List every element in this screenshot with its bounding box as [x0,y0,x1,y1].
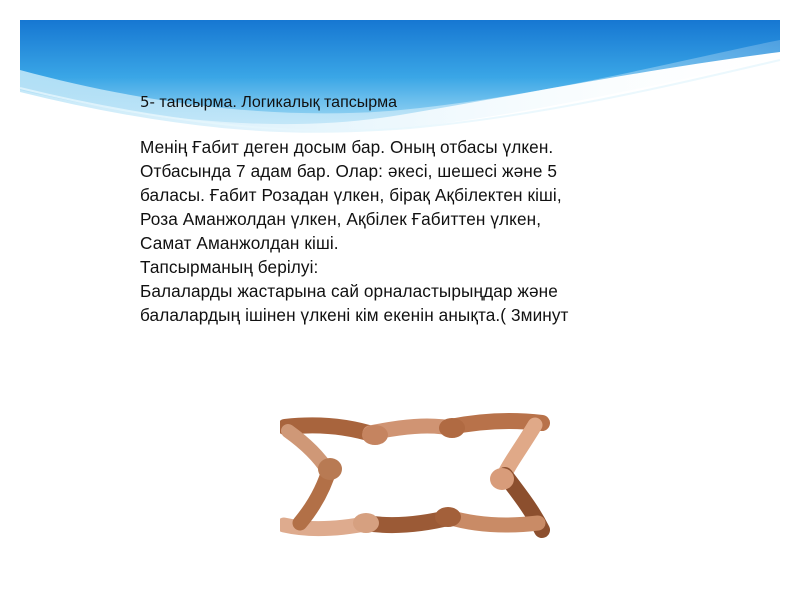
task-instruction-label: Тапсырманың берілуі: [140,257,319,277]
task-content [140,92,760,327]
paragraph-line: балалардың ішінен үлкені кім екенін анықта.( 3минут [140,305,569,325]
paragraph-line: Отбасында 7 адам бар. Олар: әкесі, шешесі және 5 [140,161,558,181]
paragraph-line: Балаларды жастарына сай орналастырыңдар және [140,281,558,301]
task-heading [140,92,760,113]
paragraph-line: Самат Аманжолдан кіші. [140,233,339,253]
task-paragraph [140,135,760,327]
task-title: тапсырма. Логикалық тапсырма [159,94,398,111]
task-number: 5- [140,93,155,111]
paragraph-line: баласы. Ғабит Розадан үлкен, бірақ Ақбілектен кіші, [140,185,562,205]
hands-circle-icon [280,405,550,540]
paragraph-line: Роза Аманжолдан үлкен, Ақбілек Ғабиттен үлкен, [140,209,542,229]
paragraph-line: Менің Ғабит деген досым бар. Оның отбасы үлкен. [140,137,554,157]
